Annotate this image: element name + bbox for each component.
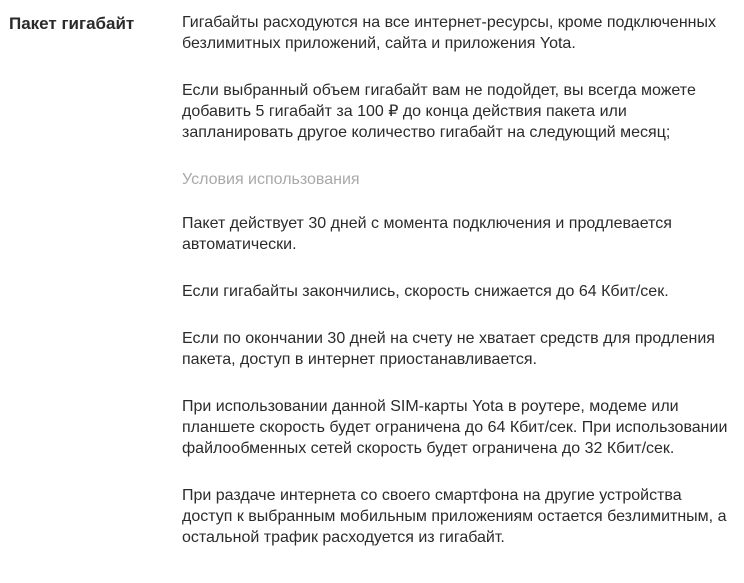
usage-term-paragraph: При использовании данной SIM-карты Yota в роутере, модеме или планшете скорость будет ограничена до 64 Кбит/сек. При использовании файлообменных сетей скорость будет ограничена до 32 Кбит/сек.	[182, 398, 728, 457]
usage-terms-header: Условия использования	[182, 171, 360, 188]
description-paragraph: Если выбранный объем гигабайт вам не подойдет, вы всегда можете добавить 5 гигабайт за 100 ₽ до конца действия пакета или запланировать другое количество гигабайт на следующий месяц;	[182, 82, 696, 141]
description-paragraph: Гигабайты расходуются на все интернет-ресурсы, кроме подключенных безлимитных приложений, сайта и приложения Yota.	[182, 14, 716, 52]
row-label: Пакет гигабайт	[9, 14, 135, 33]
row-content	[182, 12, 732, 574]
usage-term-paragraph: Если по окончании 30 дней на счету не хватает средств для продления пакета, доступ в интернет приостанавливается.	[182, 330, 715, 368]
usage-term-paragraph: При раздаче интернета со своего смартфона на другие устройства доступ к выбранным мобильным приложениям остается безлимитным, а остальной трафик расходуется из гигабайт.	[182, 487, 727, 546]
usage-term-paragraph: Если гигабайты закончились, скорость снижается до 64 Кбит/сек.	[182, 283, 669, 300]
usage-term-paragraph: Пакет действует 30 дней с момента подключения и продлевается автоматически.	[182, 215, 672, 253]
